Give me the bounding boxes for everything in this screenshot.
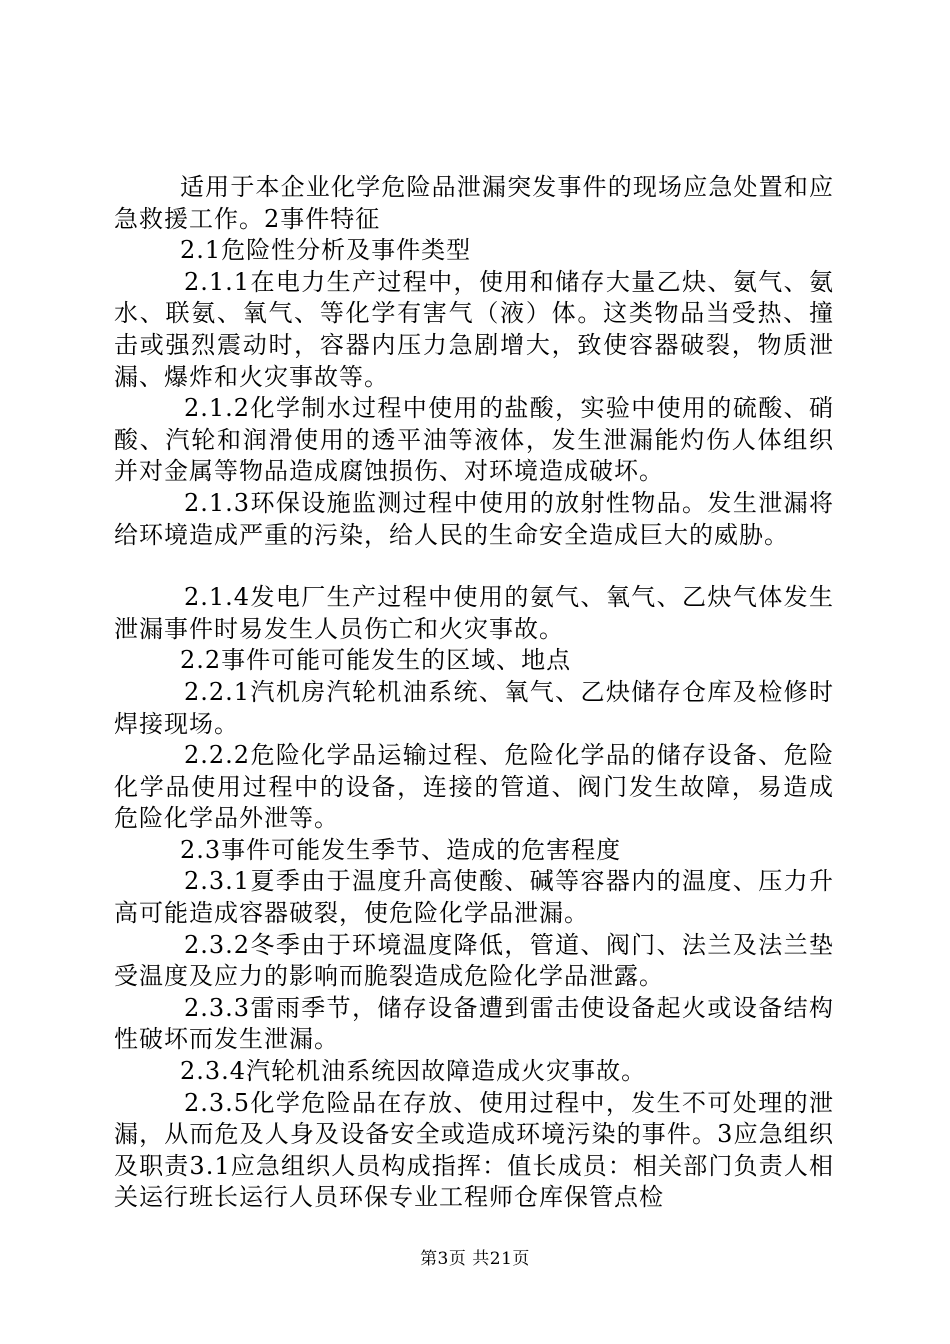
paragraph-2-3-2: 2.3.2冬季由于环境温度降低，管道、阀门、法兰及法兰垫受温度及应力的影响而脆裂造成危险化学品泄露。 [114, 930, 834, 991]
document-body [114, 172, 834, 1214]
paragraph-scope: 适用于本企业化学危险品泄漏突发事件的现场应急处置和应急救援工作。2事件特征 [114, 173, 834, 233]
paragraph-2-1-1: 2.1.1在电力生产过程中，使用和储存大量乙炔、氨气、氨水、联氨、氧气、等化学有害气（液）体。这类物品当受热、撞击或强烈震动时，容器内压力急剧增大，致使容器破裂，物质泄漏、爆炸和火灾事故等。 [114, 267, 834, 391]
paragraph-2-1-3: 2.1.3环保设施监测过程中使用的放射性物品。发生泄漏将给环境造成严重的污染，给人民的生命安全造成巨大的威胁。 [114, 488, 834, 549]
paragraph-2-2-1: 2.2.1汽机房汽轮机油系统、氧气、乙炔储存仓库及检修时焊接现场。 [114, 677, 834, 738]
blank-line [114, 551, 834, 582]
paragraph-2-3-1: 2.3.1夏季由于温度升高使酸、碱等容器内的温度、压力升高可能造成容器破裂，使危险化学品泄漏。 [114, 867, 834, 928]
paragraph-2-1-4: 2.1.4发电厂生产过程中使用的氨气、氧气、乙炔气体发生泄漏事件时易发生人员伤亡和火灾事故。 [114, 583, 834, 643]
paragraph-2-3-5: 2.3.5化学危险品在存放、使用过程中，发生不可处理的泄漏，从而危及人身及设备安全或造成环境污染的事件。3应急组织及职责3.1应急组织人员构成指挥：值长成员：相关部门负责人相关运行班长运行人员环保专业工程师仓库保管点检 [114, 1088, 834, 1212]
heading-2-2: 2.2事件可能可能发生的区域、地点 [180, 646, 572, 675]
paragraph-2-2-2: 2.2.2危险化学品运输过程、危险化学品的储存设备、危险化学品使用过程中的设备，连接的管道、阀门发生故障，易造成危险化学品外泄等。 [114, 741, 834, 833]
heading-2-3: 2.3事件可能发生季节、造成的危害程度 [180, 835, 622, 864]
page-number-footer: 第3页 共21页 [420, 1249, 530, 1269]
paragraph-2-3-3: 2.3.3雷雨季节，储存设备遭到雷击使设备起火或设备结构性破坏而发生泄漏。 [114, 993, 834, 1054]
paragraph-2-1-2: 2.1.2化学制水过程中使用的盐酸，实验中使用的硫酸、硝酸、汽轮和润滑使用的透平油等液体，发生泄漏能灼伤人体组织并对金属等物品造成腐蚀损伤、对环境造成破坏。 [114, 394, 834, 486]
paragraph-2-3-4: 2.3.4汽轮机油系统因故障造成火灾事故。 [180, 1057, 647, 1086]
heading-2-1: 2.1危险性分析及事件类型 [180, 236, 472, 265]
